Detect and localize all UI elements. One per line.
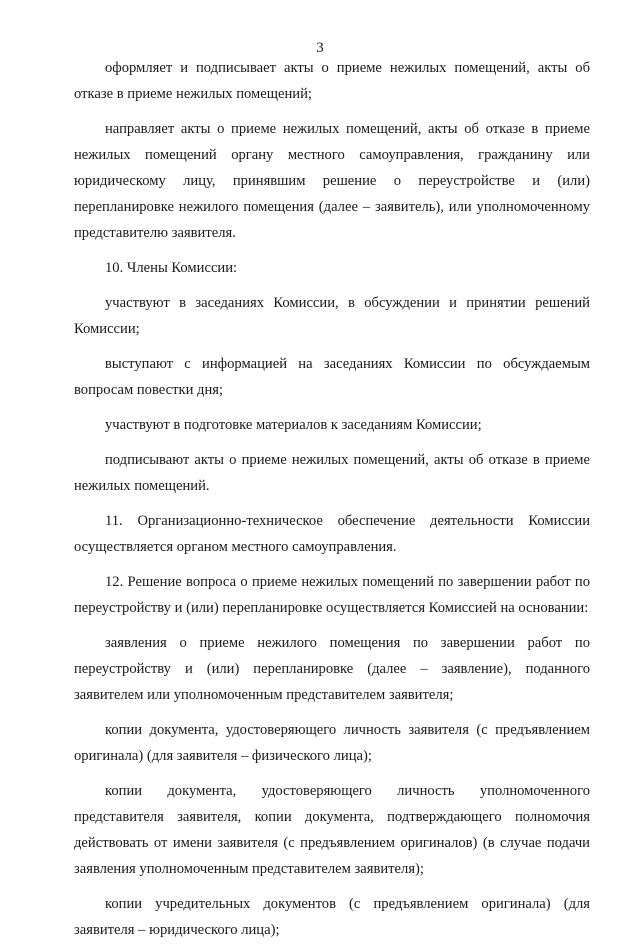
paragraph: копии учредительных документов (с предъявлением оригинала) (для заявителя – юридического лица); [74,896,590,938]
paragraph: копии документа, удостоверяющего личность уполномоченного представителя заявителя, копии документа, подтверждающего полномочия действовать от имени заявителя (с предъявлением оригиналов) (в случае подачи заявления уполномоченным представителем заявителя); [74,783,590,877]
paragraph: 11. Организационно-техническое обеспечение деятельности Комиссии осуществляется органом местного самоуправления. [74,513,590,555]
paragraph: заявления о приеме нежилого помещения по завершении работ по переустройству и (или) перепланировке (далее – заявление), поданного заявителем или уполномоченным представителем заявителя; [74,635,590,703]
paragraph: выступают с информацией на заседаниях Комиссии по обсуждаемым вопросам повестки дня; [74,356,590,398]
paragraph: участвуют в подготовке материалов к заседаниям Комиссии; [105,417,482,433]
page-number: 3 [316,40,324,56]
paragraph: оформляет и подписывает акты о приеме нежилых помещений, акты об отказе в приеме нежилых помещений; [74,60,590,102]
paragraph: направляет акты о приеме нежилых помещений, акты об отказе в приеме нежилых помещений органу местного самоуправления, гражданину или юридическому лицу, принявшим решение о переустройстве и (или) перепланировке нежилого помещения (далее – заявитель), или уполномоченному представителю заявителя. [74,121,590,241]
document-body [74,55,590,952]
paragraph: 12. Решение вопроса о приеме нежилых помещений по завершении работ по переустройству и (или) перепланировке осуществляется Комиссией на основании: [74,574,590,616]
paragraph: подписывают акты о приеме нежилых помещений, акты об отказе в приеме нежилых помещений. [74,452,590,494]
paragraph: участвуют в заседаниях Комиссии, в обсуждении и принятии решений Комиссии; [74,295,590,337]
paragraph: копии документа, удостоверяющего личность заявителя (с предъявлением оригинала) (для заявителя – физического лица); [74,722,590,764]
section-heading: 10. Члены Комиссии: [105,260,238,276]
